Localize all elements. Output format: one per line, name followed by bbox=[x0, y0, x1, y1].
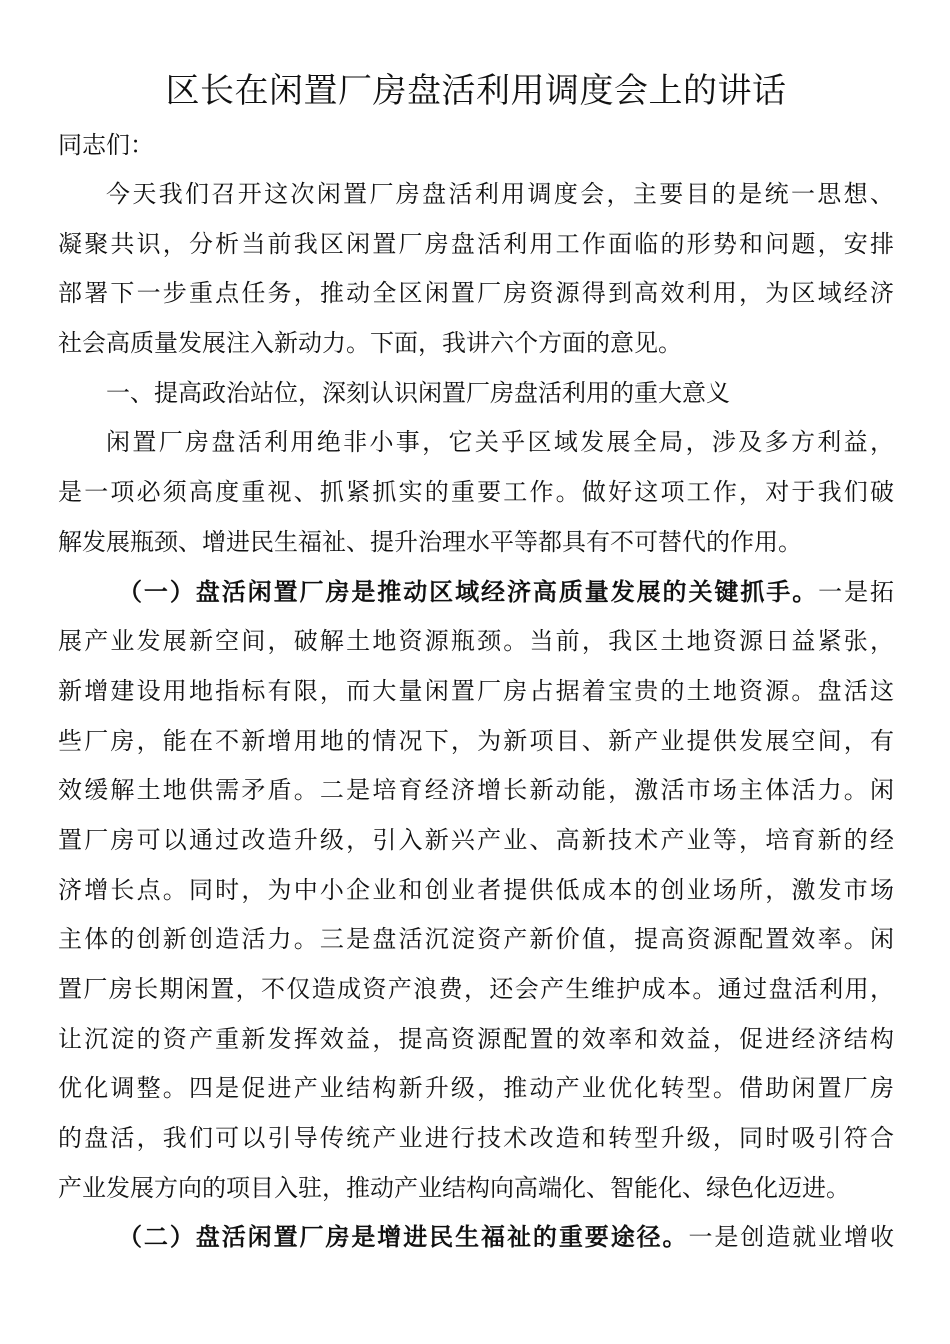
document-page bbox=[58, 62, 894, 1263]
intro-paragraph bbox=[58, 170, 894, 369]
text-line: 产业发展方向的项目入驻，推动产业结构向高端化、智能化、绿色化迈进。 bbox=[58, 1173, 850, 1202]
text-line: 社会高质量发展注入新动力。下面，我讲六个方面的意见。 bbox=[58, 329, 682, 358]
subsection-heading: （二）盘活闲置厂房是增进民生福祉的重要途径。 bbox=[118, 1223, 689, 1252]
text-line: 置厂房长期闲置，不仅造成资产浪费，还会产生维护成本。通过盘活利用， bbox=[58, 975, 894, 1003]
text-line: 的盘活，我们可以引导传统产业进行技术改造和转型升级，同时吸引符合 bbox=[58, 1124, 894, 1153]
subsection-2-paragraph bbox=[58, 1213, 894, 1263]
subsection-1-paragraph bbox=[58, 568, 894, 1214]
subsection-lead-line bbox=[58, 1213, 894, 1263]
text-line: 主体的创新创造活力。三是盘活沉淀资产新价值，提高资源配置效率。闲 bbox=[58, 925, 894, 954]
document-title: 区长在闲置厂房盘活利用调度会上的讲话 bbox=[165, 71, 787, 111]
text-line: 优化调整。四是促进产业结构新升级，推动产业优化转型。借助闲置厂房 bbox=[58, 1074, 894, 1103]
section-1-heading bbox=[58, 369, 894, 419]
section-heading-text: 一、提高政治站位，深刻认识闲置厂房盘活利用的重大意义 bbox=[106, 378, 730, 407]
text-line: 今天我们召开这次闲置厂房盘活利用调度会，主要目的是统一思想、 bbox=[106, 180, 894, 208]
text-line: 凝聚共识，分析当前我区闲置厂房盘活利用工作面临的形势和问题，安排 bbox=[58, 229, 894, 258]
text-line: 部署下一步重点任务，推动全区闲置厂房资源得到高效利用，为区域经济 bbox=[58, 279, 894, 308]
text-line: 些厂房，能在不新增用地的情况下，为新项目、新产业提供发展空间，有 bbox=[58, 726, 894, 755]
salutation: 同志们： bbox=[58, 131, 154, 159]
text-line: 新增建设用地指标有限，而大量闲置厂房占据着宝贵的土地资源。盘活这 bbox=[58, 676, 894, 705]
subsection-lead-text: 一是创造就业增收 bbox=[688, 1223, 895, 1252]
text-line: 展产业发展新空间，破解土地资源瓶颈。当前，我区土地资源日益紧张， bbox=[58, 627, 894, 656]
text-line: 济增长点。同时，为中小企业和创业者提供低成本的创业场所，激发市场 bbox=[58, 875, 894, 904]
text-line: 置厂房可以通过改造升级，引入新兴产业、高新技术产业等，培育新的经 bbox=[58, 825, 894, 854]
text-line: 解发展瓶颈、增进民生福祉、提升治理水平等都具有不可替代的作用。 bbox=[58, 527, 802, 556]
section-1-paragraph bbox=[58, 418, 894, 567]
text-line: 让沉淀的资产重新发挥效益，提高资源配置的效率和效益，促进经济结构 bbox=[58, 1024, 894, 1053]
subsection-lead-line bbox=[58, 568, 894, 618]
subsection-lead-text: 一是拓 bbox=[818, 577, 895, 606]
subsection-heading: （一）盘活闲置厂房是推动区域经济高质量发展的关键抓手。 bbox=[118, 577, 819, 606]
text-line: 闲置厂房盘活利用绝非小事，它关乎区域发展全局，涉及多方利益， bbox=[106, 428, 894, 457]
text-line: 效缓解土地供需矛盾。二是培育经济增长新动能，激活市场主体活力。闲 bbox=[58, 776, 894, 805]
text-line: 是一项必须高度重视、抓紧抓实的重要工作。做好这项工作，对于我们破 bbox=[58, 478, 894, 507]
